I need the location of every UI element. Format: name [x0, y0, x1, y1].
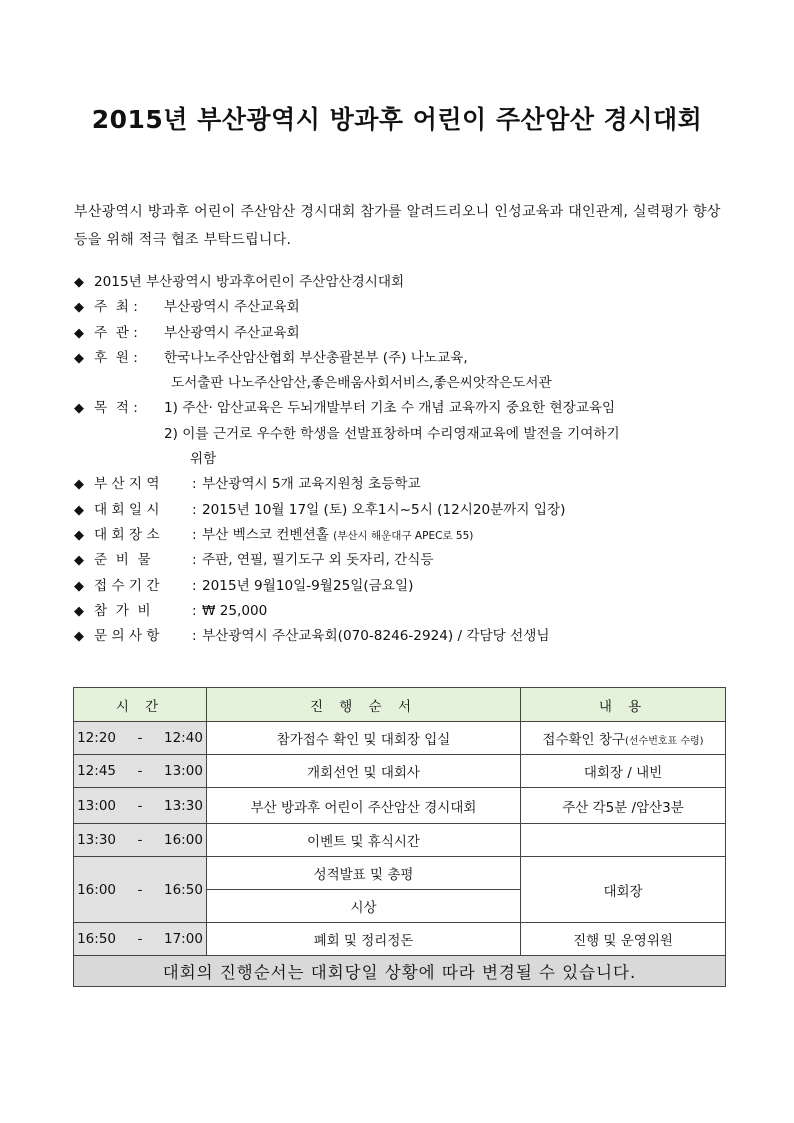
- purpose-value-3: 위함: [190, 451, 217, 468]
- schedule-table: [73, 687, 726, 987]
- supplies-label: 준 비 물: [94, 552, 151, 569]
- diamond-bullet-icon: ◆: [74, 275, 84, 290]
- info-item-organizer: [74, 321, 754, 346]
- end-time: 12:40: [164, 730, 203, 746]
- reception-value: 2015년 9월10일-9월25일(금요일): [202, 577, 414, 594]
- host-label: 주 최 :: [94, 299, 138, 316]
- schedule-footer-row: [74, 956, 726, 987]
- program-cell: 이벤트 및 휴식시간: [207, 824, 521, 857]
- venue-address: (부산시 해운대구 APEC로 55): [333, 529, 474, 542]
- program-cell: 부산 방과후 어린이 주산암산 경시대회: [207, 788, 521, 824]
- fee-label: 참 가 비: [94, 602, 151, 619]
- content-text: 접수확인 창구: [542, 732, 625, 748]
- time-dash: -: [137, 881, 143, 898]
- program-cell: 개회선언 및 대회사: [207, 755, 521, 788]
- contact-label: 문 의 사 항: [94, 628, 160, 645]
- info-item-sponsor-cont: [74, 371, 754, 396]
- info-item-sponsor: [74, 346, 754, 371]
- region-label: 부 산 지 역: [94, 476, 160, 493]
- info-item-contact: [74, 624, 754, 649]
- sponsor-label: 후 원 :: [94, 349, 138, 366]
- venue-value: 부산 벡스코 컨벤션홀: [202, 526, 329, 543]
- program-cell: 성적발표 및 총평: [207, 857, 521, 890]
- header-time: 시 간: [74, 688, 207, 722]
- diamond-bullet-icon: ◆: [74, 603, 84, 619]
- time-cell: [74, 755, 207, 788]
- program-cell: 시상: [207, 890, 521, 923]
- purpose-label: 목 적 :: [94, 400, 138, 417]
- fee-value: ₩ 25,000: [202, 602, 268, 619]
- content-cell: 대회장: [521, 857, 726, 923]
- venue-line: [202, 523, 473, 549]
- diamond-bullet-icon: ◆: [74, 629, 84, 645]
- date-label: 대 회 일 시: [94, 501, 160, 518]
- end-time: 16:50: [164, 881, 203, 898]
- info-item-purpose-cont2: [74, 447, 754, 472]
- organizer-value: 부산광역시 주산교육회: [164, 324, 300, 341]
- table-row: [74, 824, 726, 857]
- content-cell: [521, 824, 726, 857]
- time-dash: -: [137, 832, 143, 848]
- time-cell: [74, 923, 207, 956]
- supplies-value: 주판, 연필, 필기도구 외 돗자리, 간식등: [202, 552, 434, 569]
- start-time: 13:00: [77, 797, 116, 814]
- start-time: 12:45: [77, 763, 116, 779]
- reception-label: 접 수 기 간: [94, 577, 160, 594]
- time-cell: [74, 722, 207, 755]
- start-time: 12:20: [77, 730, 116, 746]
- time-dash: -: [137, 763, 143, 779]
- diamond-bullet-icon: ◆: [74, 477, 84, 493]
- purpose-value-1: 1) 주산· 암산교육은 두뇌개발부터 기초 수 개념 교육까지 중요한 현장교육임: [164, 400, 616, 417]
- table-row: [74, 755, 726, 788]
- sponsor-value-2: 도서출판 나노주산암산,좋은배움사회서비스,좋은씨앗작은도서관: [171, 375, 552, 392]
- time-cell: [74, 857, 207, 923]
- diamond-bullet-icon: ◆: [74, 325, 84, 341]
- organizer-label: 주 관 :: [94, 324, 138, 341]
- region-value: 부산광역시 5개 교육지원청 초등학교: [202, 476, 421, 493]
- info-item-event-name: [74, 270, 754, 295]
- colon-separator: :: [192, 501, 197, 518]
- info-item-supplies: [74, 548, 754, 573]
- colon-separator: :: [192, 577, 197, 594]
- table-row: [74, 923, 726, 956]
- time-cell: [74, 824, 207, 857]
- end-time: 13:30: [164, 797, 203, 814]
- diamond-bullet-icon: ◆: [74, 553, 84, 569]
- info-list: [74, 270, 754, 649]
- colon-separator: :: [192, 476, 197, 493]
- end-time: 16:00: [164, 832, 203, 848]
- colon-separator: :: [192, 628, 197, 645]
- content-cell: 대회장 / 내빈: [521, 755, 726, 788]
- end-time: 17:00: [164, 931, 203, 947]
- schedule-header-row: [74, 688, 726, 722]
- time-dash: -: [137, 931, 143, 947]
- start-time: 13:30: [77, 832, 116, 848]
- table-row: [74, 722, 726, 755]
- diamond-bullet-icon: ◆: [74, 350, 84, 366]
- info-item-purpose-cont: [74, 422, 754, 447]
- info-item-region: [74, 472, 754, 497]
- content-note: (선수번호표 수령): [624, 736, 704, 747]
- program-cell: 참가접수 확인 및 대회장 입실: [207, 722, 521, 755]
- page-title: 2015년 부산광역시 방과후 어린이 주산암산 경시대회: [91, 105, 703, 134]
- info-item-fee: [74, 599, 754, 624]
- time-dash: -: [137, 730, 143, 746]
- colon-separator: :: [192, 526, 197, 543]
- diamond-bullet-icon: ◆: [74, 502, 84, 518]
- host-value: 부산광역시 주산교육회: [164, 299, 300, 316]
- table-row: [74, 788, 726, 824]
- time-cell: [74, 788, 207, 824]
- end-time: 13:00: [164, 763, 203, 779]
- info-item-purpose: [74, 396, 754, 421]
- content-cell: 주산 각5분 /암산3분: [521, 788, 726, 824]
- time-dash: -: [137, 797, 143, 814]
- intro-paragraph: 부산광역시 방과후 어린이 주산암산 경시대회 참가를 알려드리오니 인성교육과 대인관계, 실력평가 향상 등을 위해 적극 협조 부탁드립니다.: [74, 204, 721, 248]
- contact-value: 부산광역시 주산교육회(070-8246-2924) / 각담당 선생님: [202, 628, 550, 645]
- start-time: 16:50: [77, 931, 116, 947]
- diamond-bullet-icon: ◆: [74, 401, 84, 417]
- event-name: 2015년 부산광역시 방과후어린이 주산암산경시대회: [94, 274, 405, 290]
- program-cell: 폐회 및 정리정돈: [207, 923, 521, 956]
- diamond-bullet-icon: ◆: [74, 527, 84, 543]
- schedule-footer-note: 대회의 진행순서는 대회당일 상황에 따라 변경될 수 있습니다.: [74, 956, 726, 987]
- info-item-venue: [74, 523, 754, 548]
- start-time: 16:00: [77, 881, 116, 898]
- content-cell: [521, 722, 726, 755]
- sponsor-value-1: 한국나노주산암산협회 부산총괄본부 (주) 나노교육,: [164, 349, 468, 366]
- content-cell: 진행 및 운영위원: [521, 923, 726, 956]
- diamond-bullet-icon: ◆: [74, 300, 84, 316]
- diamond-bullet-icon: ◆: [74, 578, 84, 594]
- date-value: 2015년 10월 17일 (토) 오후1시~5시 (12시20분까지 입장): [202, 501, 566, 518]
- purpose-value-2: 2) 이를 근거로 우수한 학생을 선발표창하며 수리영재교육에 발전을 기여하기: [164, 425, 620, 442]
- venue-label: 대 회 장 소: [94, 526, 160, 543]
- table-row: [74, 857, 726, 890]
- header-program: 진 행 순 서: [207, 688, 521, 722]
- info-item-date: [74, 498, 754, 523]
- info-item-host: [74, 295, 754, 320]
- colon-separator: :: [192, 552, 197, 569]
- header-content: 내 용: [521, 688, 726, 722]
- colon-separator: :: [192, 602, 197, 619]
- info-item-reception: [74, 574, 754, 599]
